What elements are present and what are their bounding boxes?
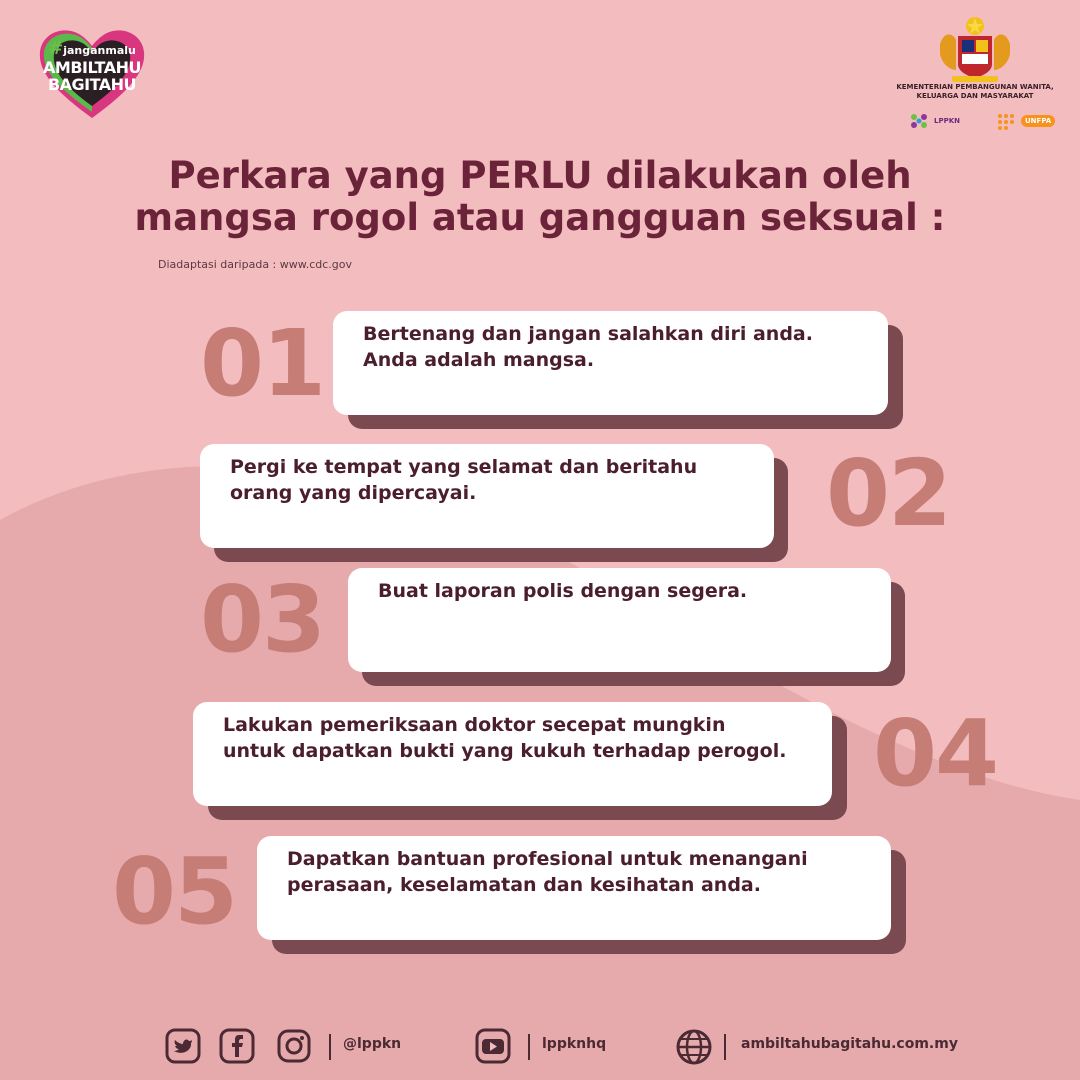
youtube-icon[interactable] [475, 1028, 511, 1064]
step-text-line: Dapatkan bantuan profesional untuk menangani [287, 848, 808, 870]
step-text-line: Anda adalah mangsa. [363, 349, 595, 371]
campaign-logo [36, 22, 148, 122]
coat-of-arms-icon [930, 14, 1020, 84]
divider [724, 1034, 726, 1060]
step-text-line: Pergi ke tempat yang selamat dan beritahu [230, 456, 698, 478]
lppkn-logo: LPPKN [908, 112, 960, 130]
social-handle[interactable]: @lppkn [343, 1036, 402, 1052]
facebook-icon[interactable] [219, 1028, 255, 1064]
footer [0, 1028, 1080, 1076]
step-text-line: Buat laporan polis dengan segera. [378, 580, 748, 602]
unfpa-icon [996, 112, 1018, 130]
website-link[interactable]: ambiltahubagitahu.com.my [741, 1036, 958, 1052]
page-title: Perkara yang PERLU dilakukan oleh mangsa rogol atau gangguan seksual : [134, 154, 946, 239]
step-text-line: perasaan, keselamatan dan kesihatan anda. [287, 874, 761, 896]
unfpa-logo: UNFPA [996, 112, 1055, 130]
youtube-handle[interactable]: lppknhq [542, 1036, 607, 1052]
step-text-line: orang yang dipercayai. [230, 482, 477, 504]
step-text-line: Bertenang dan jangan salahkan diri anda. [363, 323, 813, 345]
step-number: 05 [112, 838, 237, 945]
step-number: 02 [826, 440, 951, 547]
divider [528, 1034, 530, 1060]
step-card [193, 702, 832, 806]
divider [329, 1034, 331, 1060]
step-card [333, 311, 888, 415]
lppkn-icon [908, 112, 930, 130]
step-number: 03 [200, 566, 325, 673]
source-note: Diadaptasi daripada : www.cdc.gov [158, 258, 353, 271]
step-card [200, 444, 774, 548]
campaign-title-line1: AMBILTAHU [43, 58, 141, 77]
ministry-name: KEMENTERIAN PEMBANGUNAN WANITA, KELUARGA DAN MASYARAKAT [896, 83, 1054, 100]
campaign-hashtag: #janganmalu [48, 38, 136, 59]
step-text-line: Lakukan pemeriksaan doktor secepat mungkin [223, 714, 726, 736]
globe-icon[interactable] [674, 1028, 714, 1068]
step-card [348, 568, 891, 672]
step-number: 04 [873, 700, 998, 807]
step-text-line: untuk dapatkan bukti yang kukuh terhadap perogol. [223, 740, 787, 762]
campaign-title-line2: BAGITAHU [47, 75, 137, 94]
instagram-icon[interactable] [276, 1028, 312, 1064]
twitter-icon[interactable] [165, 1028, 201, 1064]
step-card [257, 836, 891, 940]
step-number: 01 [200, 310, 325, 417]
